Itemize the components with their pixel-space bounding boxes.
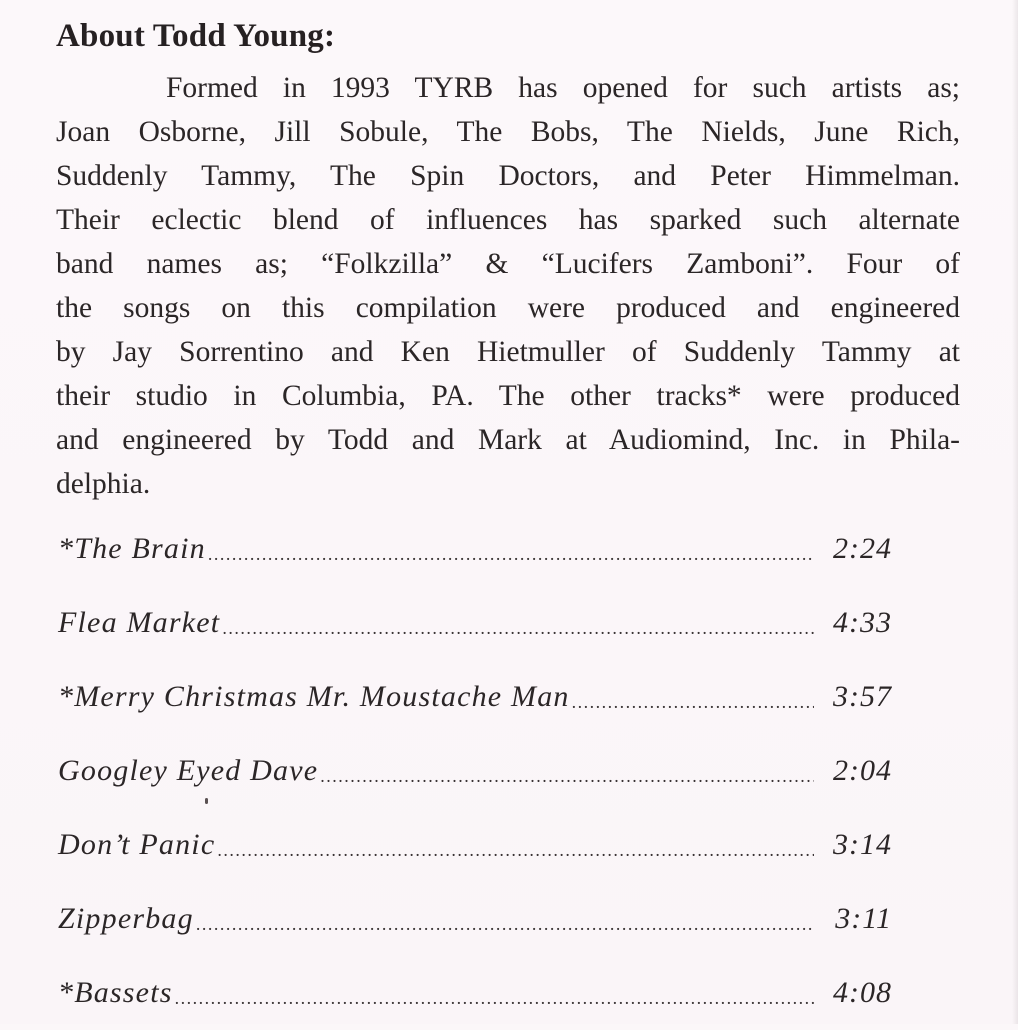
dot-leader (217, 840, 814, 861)
track-title: Zipperbag (58, 902, 194, 935)
track-duration: 2:24 (833, 532, 892, 565)
bio-line: and engineered by Todd and Mark at Audiomind, Inc. in Phila- (56, 424, 960, 456)
bio-line: Suddenly Tammy, The Spin Doctors, and Peter Himmelman. (56, 160, 960, 192)
dot-leader (320, 766, 814, 787)
track-row (58, 956, 892, 1030)
track-row (58, 586, 892, 660)
track-title: *Merry Christmas Mr. Moustache Man (58, 680, 570, 713)
dot-leader (175, 988, 814, 1009)
track-title: *The Brain (58, 532, 206, 565)
dot-leader (196, 914, 814, 935)
track-title: Googley Eyed Dave (58, 754, 319, 787)
track-row (58, 882, 892, 956)
track-duration: 4:33 (833, 606, 892, 639)
track-duration: 3:14 (833, 828, 892, 861)
bio-line: Joan Osborne, Jill Sobule, The Bobs, The Nields, June Rich, (56, 116, 960, 148)
bio-line: Their eclectic blend of influences has sparked such alternate (56, 204, 960, 236)
bio-line: band names as; “Folkzilla” & “Lucifers Zamboni”. Four of (56, 248, 960, 280)
dot-leader (208, 544, 814, 565)
bio-line: delphia. (56, 468, 151, 500)
track-row (58, 660, 892, 734)
track-duration: 3:57 (833, 680, 892, 713)
track-title: Flea Market (58, 606, 221, 639)
bio-paragraph (56, 66, 960, 506)
track-row (58, 808, 892, 882)
dot-leader (222, 618, 814, 639)
about-heading: About Todd Young: (56, 18, 336, 54)
track-duration: 3:11 (835, 902, 892, 935)
track-duration: 2:04 (833, 754, 892, 787)
bio-line: Formed in 1993 TYRB has opened for such artists as; (166, 72, 960, 104)
track-title: *Bassets (58, 976, 173, 1009)
bio-line: the songs on this compilation were produced and engineered (56, 292, 960, 324)
bio-line: their studio in Columbia, PA. The other tracks* were produced (56, 380, 960, 412)
bio-line: by Jay Sorrentino and Ken Hietmuller of Suddenly Tammy at (56, 336, 960, 368)
print-speck (205, 798, 208, 804)
dot-leader (572, 692, 814, 713)
track-row (58, 734, 892, 808)
paper-edge-shadow (1012, 0, 1018, 1024)
track-duration: 4:08 (833, 976, 892, 1009)
track-title: Don’t Panic (58, 828, 216, 861)
track-list (58, 512, 892, 1030)
track-row (58, 512, 892, 586)
